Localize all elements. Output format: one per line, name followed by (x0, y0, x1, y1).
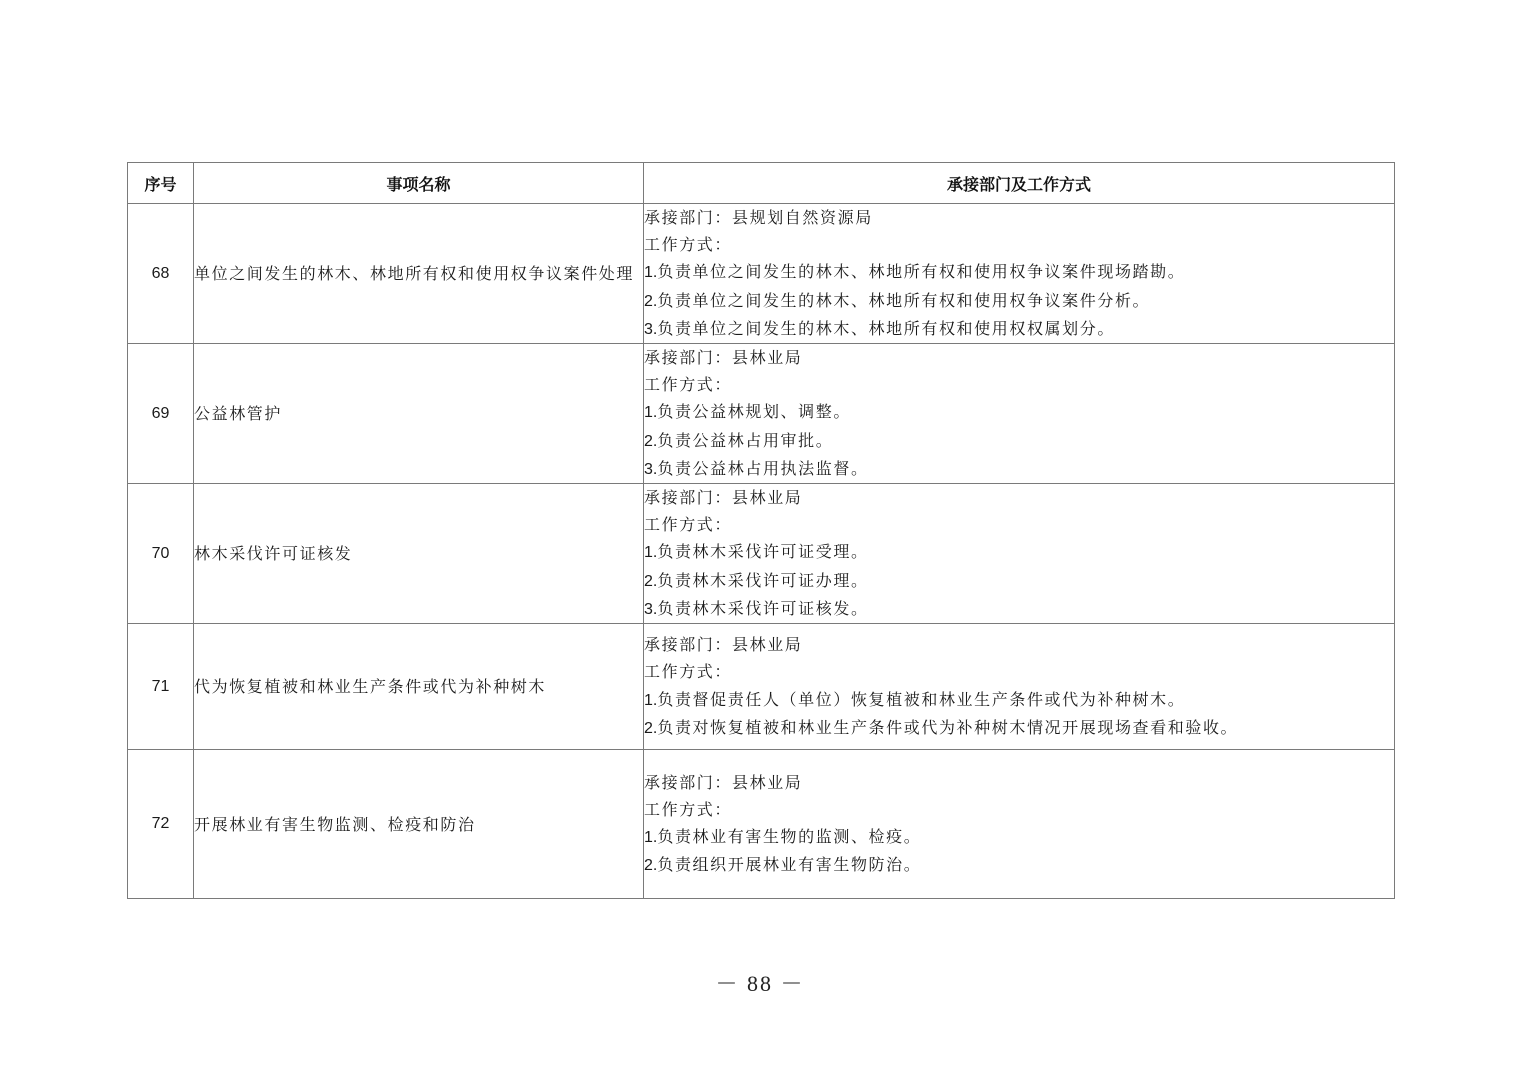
items-table (127, 162, 1395, 899)
table-row (128, 344, 1395, 484)
table-row (128, 204, 1395, 344)
item-text: 负责督促责任人（单位）恢复植被和林业生产条件或代为补种树木。 (657, 689, 1186, 709)
row-name: 代为恢复植被和林业生产条件或代为补种树木 (194, 624, 644, 750)
method-item (644, 455, 1394, 483)
method-item (644, 823, 1394, 851)
row-dept-cell (644, 624, 1395, 750)
table-header-row (128, 163, 1395, 204)
method-item (644, 851, 1394, 879)
item-number: 1. (644, 544, 658, 562)
item-number: 1. (644, 264, 658, 282)
method-label: 工作方式： (644, 662, 733, 682)
item-number: 2. (644, 572, 658, 590)
dept-line: 承接部门：县林业局 (644, 488, 803, 508)
item-text: 负责林木采伐许可证受理。 (657, 542, 869, 562)
row-no: 71 (128, 624, 194, 750)
method-item (644, 595, 1394, 623)
method-label: 工作方式： (644, 375, 733, 395)
method-item (644, 714, 1394, 742)
item-number: 3. (644, 460, 658, 478)
dept-line: 承接部门：县规划自然资源局 (644, 208, 873, 227)
row-no: 70 (128, 484, 194, 624)
method-item (644, 258, 1394, 286)
item-text: 负责对恢复植被和林业生产条件或代为补种树木情况开展现场查看和验收。 (657, 717, 1239, 737)
item-number: 3. (644, 600, 658, 618)
row-no: 72 (128, 750, 194, 899)
item-text: 负责林木采伐许可证核发。 (657, 598, 869, 618)
row-no: 69 (128, 344, 194, 484)
item-number: 2. (644, 432, 658, 450)
row-dept-cell (644, 750, 1395, 899)
document-table-container (127, 162, 1394, 899)
method-label: 工作方式： (644, 799, 733, 819)
item-text: 负责林业有害生物的监测、检疫。 (657, 827, 922, 847)
item-number: 3. (644, 320, 658, 338)
method-item (644, 538, 1394, 566)
method-item (644, 686, 1394, 714)
item-text: 负责单位之间发生的林木、林地所有权和使用权争议案件分析。 (657, 290, 1151, 310)
item-number: 1. (644, 404, 658, 422)
item-text: 负责单位之间发生的林木、林地所有权和使用权争议案件现场踏勘。 (657, 262, 1186, 282)
row-dept-cell (644, 204, 1395, 344)
dept-line: 承接部门：县林业局 (644, 772, 803, 792)
header-name: 事项名称 (194, 163, 644, 204)
dept-line: 承接部门：县林业局 (644, 348, 803, 368)
item-text: 负责单位之间发生的林木、林地所有权和使用权权属划分。 (657, 318, 1115, 338)
table-row (128, 624, 1395, 750)
dept-line: 承接部门：县林业局 (644, 635, 803, 655)
method-item (644, 427, 1394, 455)
row-name: 单位之间发生的林木、林地所有权和使用权争议案件处理 (194, 204, 644, 344)
method-item (644, 567, 1394, 595)
item-number: 2. (644, 719, 658, 737)
method-item (644, 398, 1394, 426)
table-row (128, 750, 1395, 899)
row-name: 林木采伐许可证核发 (194, 484, 644, 624)
method-label: 工作方式： (644, 515, 733, 535)
header-no: 序号 (128, 163, 194, 204)
method-item (644, 287, 1394, 315)
table-row (128, 484, 1395, 624)
item-text: 负责公益林占用执法监督。 (657, 458, 869, 478)
item-number: 1. (644, 691, 658, 709)
item-text: 负责公益林规划、调整。 (657, 402, 851, 422)
item-text: 负责林木采伐许可证办理。 (657, 570, 869, 590)
row-dept-cell (644, 484, 1395, 624)
item-number: 1. (644, 829, 658, 847)
method-item (644, 315, 1394, 343)
item-number: 2. (644, 857, 658, 875)
item-text: 负责公益林占用审批。 (657, 430, 834, 450)
header-dept: 承接部门及工作方式 (644, 163, 1395, 204)
page-number: － 88 － (715, 971, 805, 996)
row-name: 公益林管护 (194, 344, 644, 484)
row-dept-cell (644, 344, 1395, 484)
method-label: 工作方式： (644, 235, 733, 255)
row-name: 开展林业有害生物监测、检疫和防治 (194, 750, 644, 899)
row-no: 68 (128, 204, 194, 344)
item-number: 2. (644, 292, 658, 310)
item-text: 负责组织开展林业有害生物防治。 (657, 855, 922, 875)
